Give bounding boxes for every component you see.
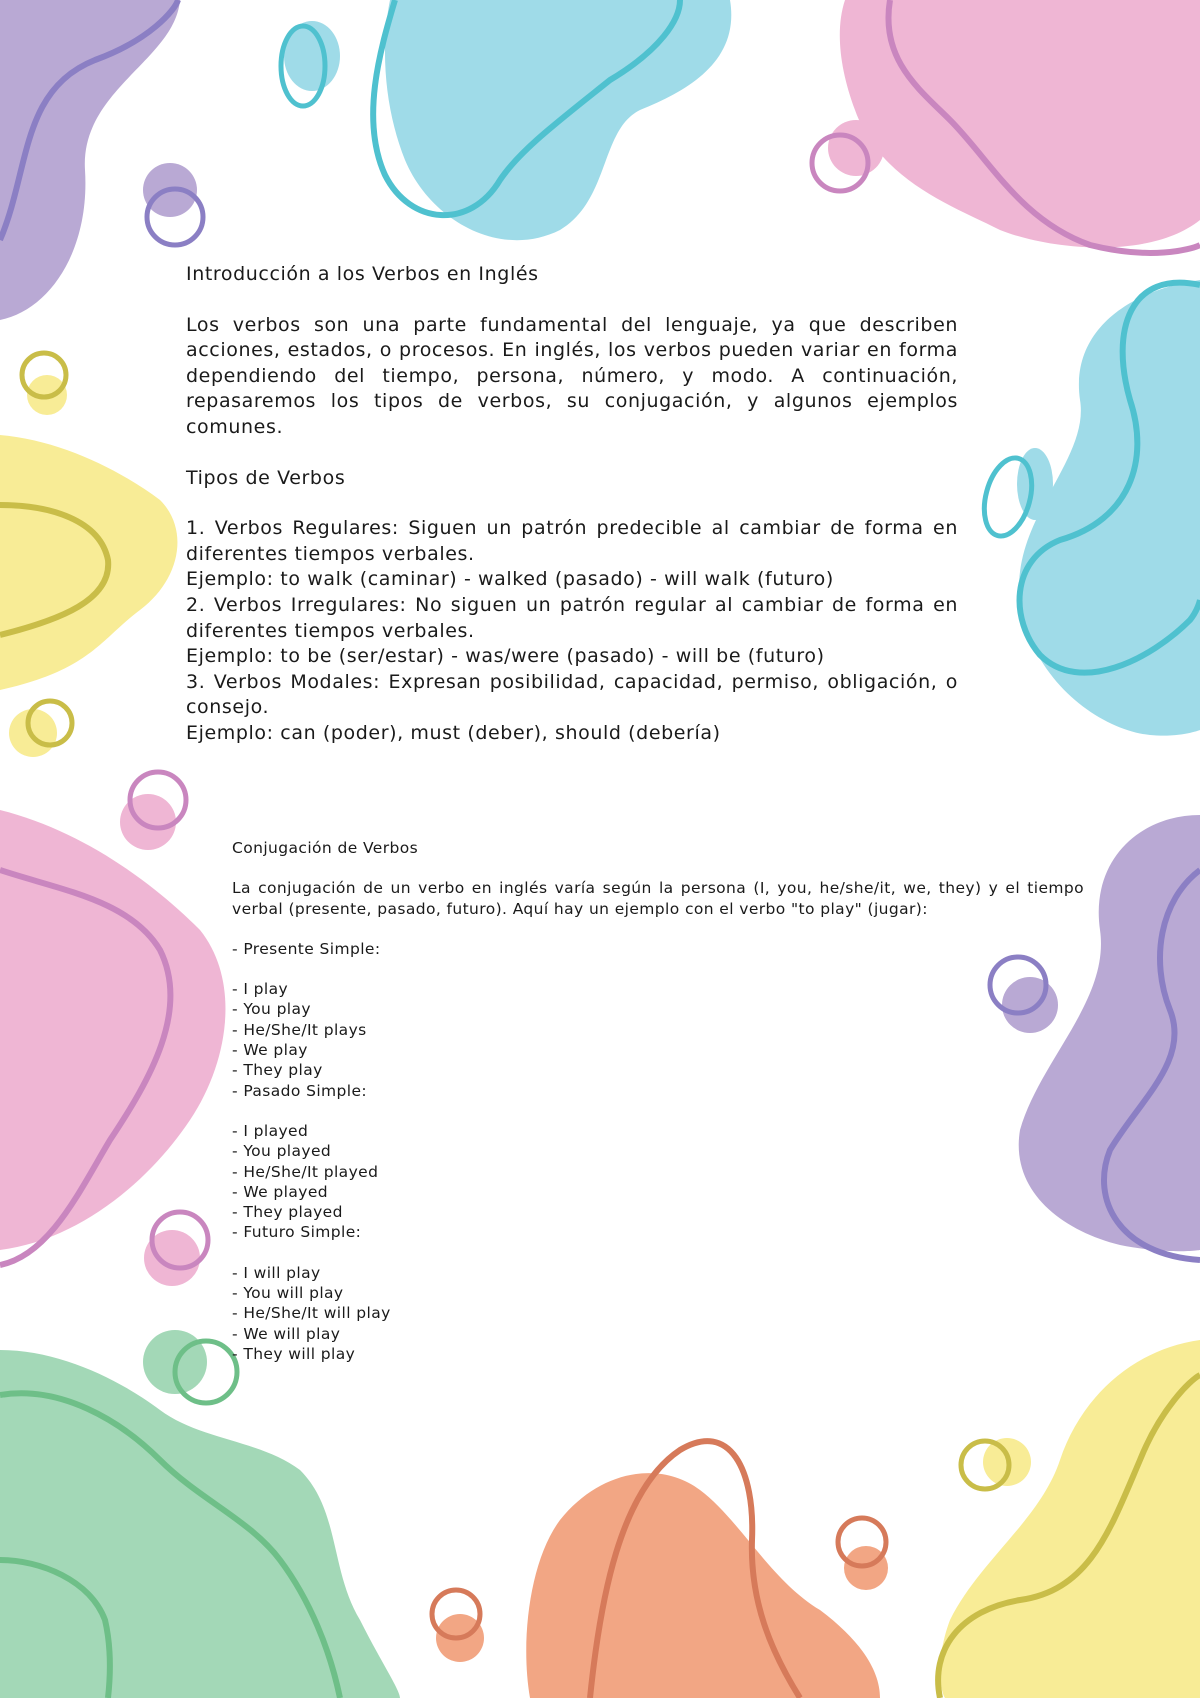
conjugation-section xyxy=(232,838,1084,1364)
intro-section xyxy=(186,262,958,747)
past-line: - I played xyxy=(232,1121,309,1140)
types-item: 3. Verbos Modales: Expresan posibilidad, capacidad, permiso, obligación, o consejo. xyxy=(186,670,958,719)
types-title: Tipos de Verbos xyxy=(186,466,346,489)
present-line: - We play xyxy=(232,1041,308,1060)
conjugation-paragraph: La conjugación de un verbo en inglés varía según la persona (I, you, he/she/it, we, they) y el tiempo verbal (presente, pasado, futuro). Aquí hay un ejemplo con el verbo "to play" (jugar): xyxy=(232,879,1084,918)
orange-blob-bottom xyxy=(526,1473,880,1698)
past-heading: - Pasado Simple: xyxy=(232,1081,368,1100)
present-line: - They play xyxy=(232,1061,323,1080)
future-heading: - Futuro Simple: xyxy=(232,1223,362,1242)
conjugation-title: Conjugación de Verbos xyxy=(232,839,419,857)
present-line: - I play xyxy=(232,980,289,999)
past-line: - He/She/It played xyxy=(232,1162,379,1181)
present-heading: - Presente Simple: xyxy=(232,939,381,958)
types-item: 1. Verbos Regulares: Siguen un patrón predecible al cambiar de forma en diferentes tiempos verbales. xyxy=(186,517,958,565)
purple-blob-top-left xyxy=(0,0,180,320)
pink-blob-left xyxy=(0,810,225,1250)
types-item: Ejemplo: to be (ser/estar) - was/were (pasado) - will be (futuro) xyxy=(186,645,825,668)
future-line: - He/She/It will play xyxy=(232,1304,391,1323)
yellow-blob-left xyxy=(0,435,177,690)
present-line: - You play xyxy=(232,1000,311,1019)
future-line: - You will play xyxy=(232,1284,344,1303)
blue-ring-right xyxy=(976,453,1039,542)
present-line: - He/She/It plays xyxy=(232,1020,367,1039)
types-item: Ejemplo: to walk (caminar) - walked (pasado) - will walk (futuro) xyxy=(186,568,834,591)
future-line: - They will play xyxy=(232,1344,356,1363)
intro-paragraph: Los verbos son una parte fundamental del lenguaje, ya que describen acciones, estados, o procesos. En inglés, los verbos pueden variar en forma dependiendo del tiempo, persona, número, y modo. A continuación, repasaremos los tipos de verbos, su conjugación, y algunos ejemplos comunes. xyxy=(186,313,958,438)
intro-title: Introducción a los Verbos en Inglés xyxy=(186,263,539,285)
past-line: - We played xyxy=(232,1182,328,1201)
yellow-blob-bottom-right xyxy=(940,1340,1200,1698)
pink-blob-top-right xyxy=(840,0,1200,248)
types-item: 2. Verbos Irregulares: No siguen un patrón regular al cambiar de forma en diferentes tiempos verbales. xyxy=(186,593,958,642)
past-line: - They played xyxy=(232,1203,343,1222)
types-item: Ejemplo: can (poder), must (deber), should (debería) xyxy=(186,721,721,744)
future-line: - I will play xyxy=(232,1263,321,1282)
future-line: - We will play xyxy=(232,1324,341,1343)
pink-dot-top-right xyxy=(828,120,884,176)
past-line: - You played xyxy=(232,1142,332,1161)
